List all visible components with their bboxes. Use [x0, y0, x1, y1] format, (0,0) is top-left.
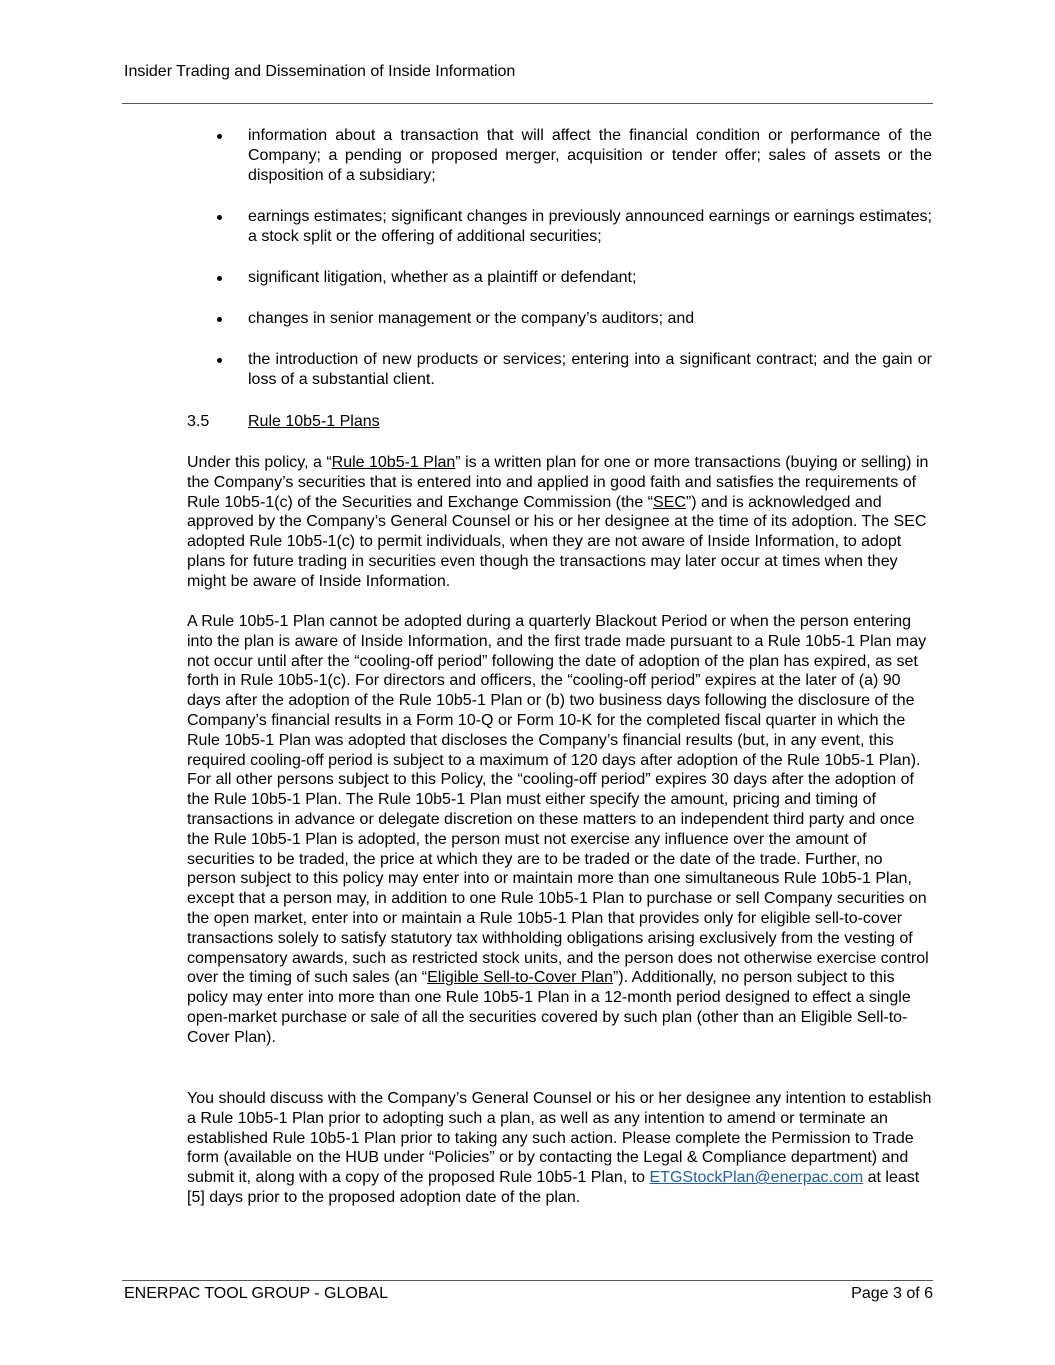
- footer-page-number: Page 3 of 6: [851, 1285, 933, 1302]
- defined-term-sec: SEC: [653, 493, 686, 511]
- list-item: [187, 207, 932, 247]
- text-run: You should discuss with the Company’s General Counsel or his or her designee any intention to establish a Rule 10b5-1 Plan prior to adopting such a plan, as well as any intention to amend or terminate an established Rule 10b5-1 Plan prior to taking any such action. Please complete the Permission to Trade form (available on the HUB under “Policies” or by contacting the Legal & Compliance department) and submit it, along with a copy of the proposed Rule 10b5-1 Plan, to: [187, 1090, 932, 1187]
- text-run: ”) and is acknowledged and approved by the Company’s General Counsel or his or her designee at the time of its adoption. The SEC adopted Rule 10b5-1(c) to permit individuals, when they are not aware of Inside Information, to adopt plans for future trading in securities even though the transactions may later occur at times when they might be aware of Inside Information.: [187, 493, 927, 590]
- header-divider: [122, 103, 933, 104]
- paragraph-adoption-rules: [187, 612, 932, 1048]
- list-item: [187, 126, 932, 186]
- bullet-list: [187, 126, 932, 411]
- list-item-text: the introduction of new products or services; entering into a significant contract; and the gain or loss of a substantial client.: [248, 351, 932, 388]
- bullet-dot-icon: [217, 276, 222, 281]
- text-run: Under this policy, a “: [187, 454, 332, 471]
- paragraph-contact-instructions: [187, 1089, 932, 1208]
- list-item-text: information about a transaction that will affect the financial condition or performance of the Company; a pending or proposed merger, acquisition or tender offer; sales of assets or the disposition of a subsidiary;: [248, 127, 932, 184]
- section-title: Rule 10b5-1 Plans: [248, 413, 380, 430]
- footer-divider: [122, 1280, 933, 1281]
- list-item-text: changes in senior management or the company’s auditors; and: [248, 310, 695, 327]
- bullet-dot-icon: [217, 358, 222, 363]
- section-heading: [187, 412, 380, 432]
- paragraph-rule-definition: [187, 453, 932, 592]
- bullet-dot-icon: [217, 134, 222, 139]
- bullet-dot-icon: [217, 215, 222, 220]
- list-item-text: significant litigation, whether as a plaintiff or defendant;: [248, 269, 637, 286]
- text-run: at least [5] days prior to the proposed adoption date of the plan.: [187, 1169, 920, 1206]
- text-run: A Rule 10b5-1 Plan cannot be adopted during a quarterly Blackout Period or when the person entering into the plan is aware of Inside Information, and the first trade made pursuant to a Rule 10b5-1 Plan may not occur until after the “cooling-off period” following the date of adoption of the plan has expired, as set forth in Rule 10b5-1(c). For directors and officers, the “cooling-off period” expires at the later of (a) 90 days after the adoption of the Rule 10b5-1 Plan or (b) two business days following the disclosure of the Company’s financial results in a Form 10-Q or Form 10-K for the completed fiscal quarter in which the Rule 10b5-1 Plan was adopted that discloses the Company’s financial results (but, in any event, this required cooling-off period is subject to a maximum of 120 days after adoption of the Rule 10b5-1 Plan). For all other persons subject to this Policy, the “cooling-off period” expires 30 days after the adoption of the Rule 10b5-1 Plan. The Rule 10b5-1 Plan must either specify the amount, pricing and timing of transactions in advance or delegate discretion on these matters to an independent third party and once the Rule 10b5-1 Plan is adopted, the person must not exercise any influence over the amount of securities to be traded, the price at which they are to be traded or the date of the trade. Further, no person subject to this policy may enter into or maintain more than one simultaneous Rule 10b5-1 Plan, except that a person may, in addition to one Rule 10b5-1 Plan to purchase or sell Company securities on the open market, enter into or maintain a Rule 10b5-1 Plan that provides only for eligible sell-to-cover transactions solely to satisfy statutory tax withholding obligations arising exclusively from the vesting of compensatory awards, such as restricted stock units, and the person does not otherwise exercise control over the timing of such sales (an “: [187, 613, 929, 987]
- list-item: [187, 350, 932, 390]
- section-number: 3.5: [187, 413, 210, 430]
- text-run: ” is a written plan for one or more transactions (buying or selling) in the Company’s securities that is entered into and applied in good faith and satisfies the requirements of Rule 10b5-1(c) of the Securities and Exchange Commission (the “: [187, 454, 929, 511]
- bullet-dot-icon: [217, 317, 222, 322]
- list-item: [187, 268, 932, 288]
- defined-term-rule-plan: Rule 10b5-1 Plan: [331, 454, 456, 471]
- defined-term-sell-to-cover: Eligible Sell-to-Cover Plan: [427, 969, 613, 987]
- email-link[interactable]: ETGStockPlan@enerpac.com: [649, 1169, 864, 1187]
- page-header-title: Insider Trading and Dissemination of Inside Information: [124, 63, 516, 80]
- text-run: ”). Additionally, no person subject to this policy may enter into more than one Rule 10b5-1 Plan in a 12-month period designed to effect a single open-market purchase or sale of all the securities covered by such plan (other than an Eligible Sell-to-Cover Plan).: [187, 969, 911, 1046]
- list-item-text: earnings estimates; significant changes in previously announced earnings or earnings estimates; a stock split or the offering of additional securities;: [248, 208, 932, 245]
- footer-company: ENERPAC TOOL GROUP - GLOBAL: [124, 1285, 389, 1302]
- list-item: [187, 309, 932, 329]
